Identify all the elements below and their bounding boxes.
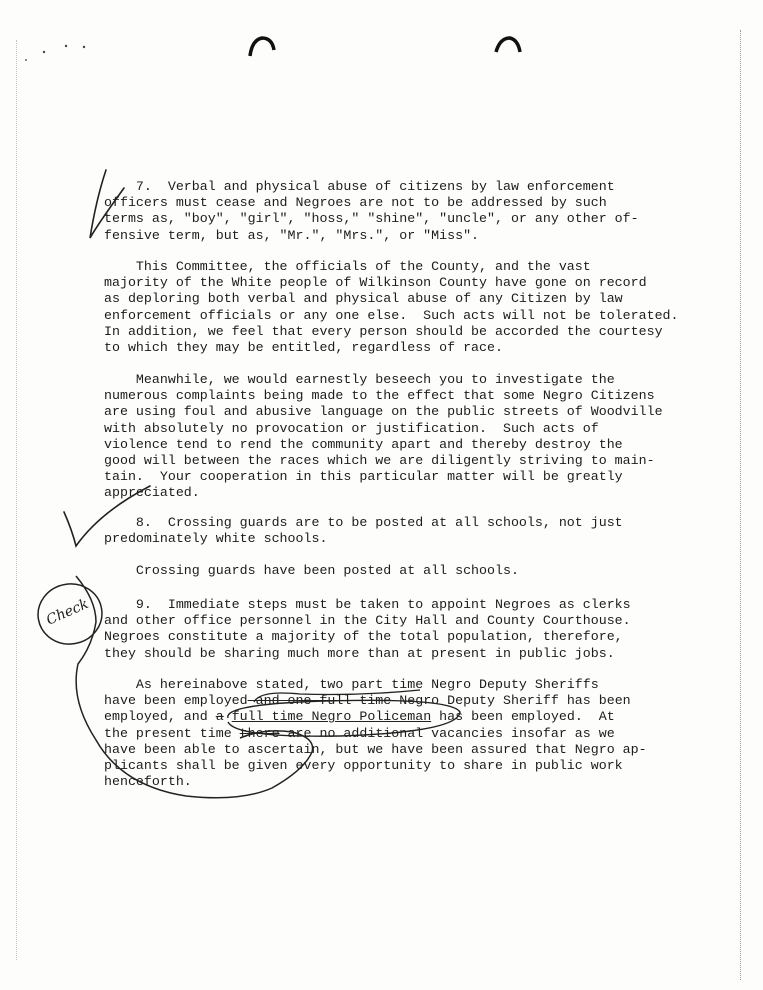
struck-text: and one full time bbox=[247, 693, 392, 709]
handwritten-note: Check bbox=[44, 595, 92, 629]
punch-hole-mark bbox=[496, 38, 520, 52]
reply-8-paragraph bbox=[104, 563, 519, 579]
reply-8-line: Crossing guards have been posted at all schools. bbox=[104, 563, 519, 578]
page-edge-left bbox=[16, 40, 17, 960]
reply-9-paragraph bbox=[104, 677, 647, 790]
meanwhile-line: Meanwhile, we would earnestly beseech you to investigate the bbox=[104, 372, 615, 387]
struck-text: a bbox=[215, 709, 224, 725]
item-9-line: and other office personnel in the City Hall and County Courthouse. bbox=[104, 613, 631, 629]
item-9-paragraph bbox=[104, 597, 631, 662]
meanwhile-line: good will between the races which we are diligently striving to main- bbox=[104, 453, 655, 469]
scan-speck bbox=[25, 59, 27, 61]
item-7-line: fensive term, but as, "Mr.", "Mrs.", or "Miss". bbox=[104, 227, 480, 243]
item-8-line: 8. Crossing guards are to be posted at all schools, not just bbox=[104, 515, 623, 530]
item-7-paragraph bbox=[104, 179, 639, 244]
item-7-line: 7. Verbal and physical abuse of citizens by law enforcement bbox=[104, 179, 615, 194]
reply-7-paragraph bbox=[104, 259, 679, 356]
reply-9-line: has been employed. At bbox=[431, 709, 615, 725]
scan-speck bbox=[83, 46, 85, 48]
meanwhile-line: are using foul and abusive language on the public streets of Woodville bbox=[104, 404, 663, 420]
item-8-paragraph bbox=[104, 515, 623, 547]
reply-7-line: This Committee, the officials of the County, and the vast bbox=[104, 259, 591, 274]
scan-speck bbox=[65, 45, 67, 47]
reply-7-line: majority of the White people of Wilkinson County have gone on record bbox=[104, 275, 647, 291]
meanwhile-line: appreciated. bbox=[104, 485, 200, 501]
item-9-line: 9. Immediate steps must be taken to appoint Negroes as clerks bbox=[104, 597, 631, 612]
reply-7-line: In addition, we feel that every person should be accorded the courtesy bbox=[104, 323, 663, 339]
item-9-line: Negroes constitute a majority of the total population, therefore, bbox=[104, 629, 623, 645]
item-9-line: they should be sharing much more than at present in public jobs. bbox=[104, 645, 615, 661]
meanwhile-line: violence tend to rend the community apart and thereby destroy the bbox=[104, 436, 623, 452]
meanwhile-paragraph bbox=[104, 372, 663, 502]
circled-text: full time Negro Policeman bbox=[231, 709, 432, 725]
reply-9-line: the present time bbox=[104, 725, 240, 741]
reply-7-line: as deploring both verbal and physical abuse of any Citizen by law bbox=[104, 291, 623, 307]
reply-9-line: have been employed bbox=[104, 693, 248, 709]
reply-7-line: enforcement officials or any one else. Such acts will not be tolerated. bbox=[104, 307, 679, 323]
scan-speck bbox=[43, 51, 45, 53]
punch-hole-mark bbox=[250, 38, 274, 56]
reply-9-space bbox=[224, 709, 232, 724]
reply-9-line: Negro Deputy Sheriff has been bbox=[391, 693, 631, 709]
meanwhile-line: with absolutely no provocation or justification. Such acts of bbox=[104, 420, 599, 436]
meanwhile-line: tain. Your cooperation in this particular matter will be greatly bbox=[104, 469, 623, 485]
page-edge-right bbox=[740, 30, 741, 980]
item-8-line: predominately white schools. bbox=[104, 531, 328, 547]
item-7-line: officers must cease and Negroes are not to be addressed by such bbox=[104, 195, 607, 211]
reply-9-line: employed, and bbox=[104, 709, 216, 725]
reply-9-line: henceforth. bbox=[104, 774, 192, 790]
reply-9-line: plicants shall be given every opportunity to share in public work bbox=[104, 758, 623, 774]
reply-9-line: As hereinabove stated, two part time Negro Deputy Sheriffs bbox=[104, 677, 599, 692]
meanwhile-line: numerous complaints being made to the effect that some Negro Citizens bbox=[104, 388, 655, 404]
reply-9-line: are no additional vacancies insofar as we bbox=[279, 725, 615, 741]
item-7-line: terms as, "boy", "girl", "hoss," "shine", "uncle", or any other of- bbox=[104, 211, 639, 227]
reply-9-line: have been able to ascertain, but we have been assured that Negro ap- bbox=[104, 741, 647, 757]
struck-text: there bbox=[239, 725, 280, 741]
reply-7-line: to which they may be entitled, regardless of race. bbox=[104, 340, 503, 356]
